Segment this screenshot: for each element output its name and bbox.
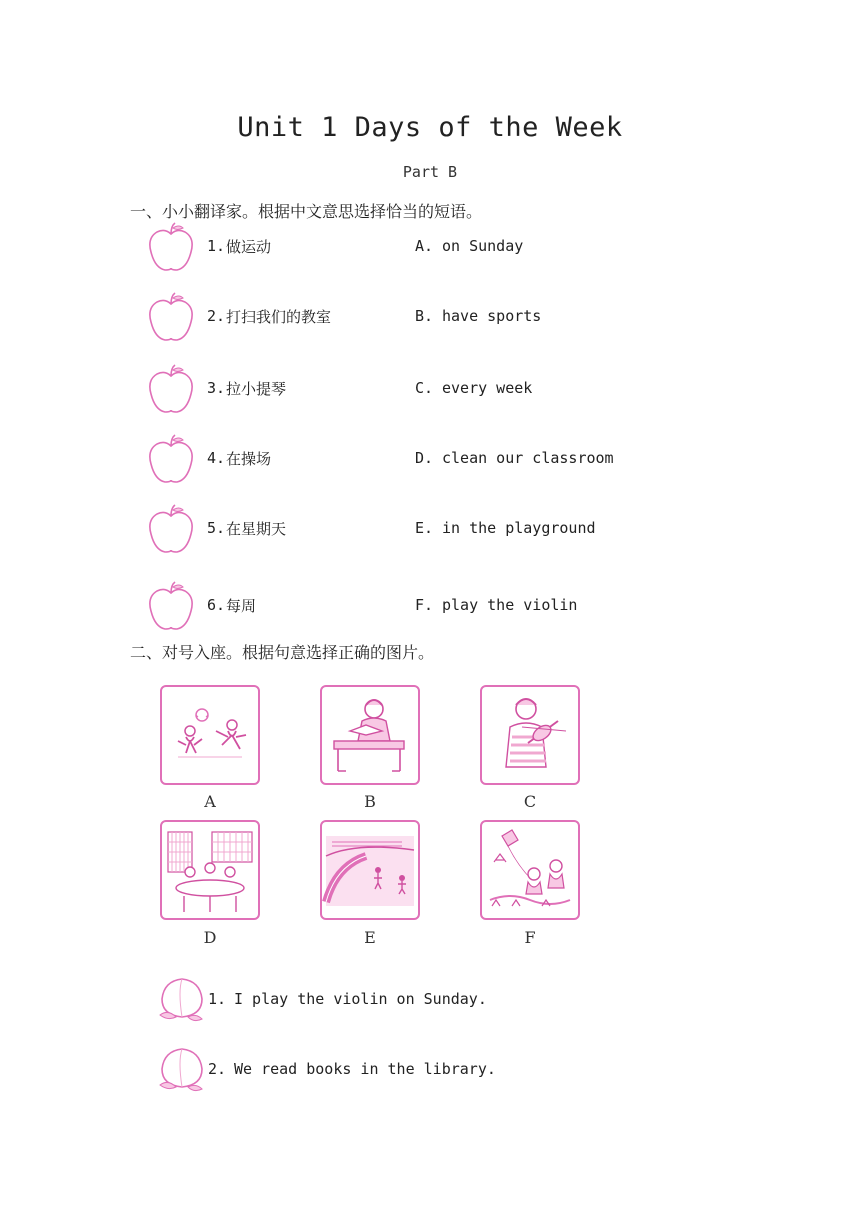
kids-flying-kite-icon (482, 822, 578, 918)
chinese-phrase: 做运动 (226, 238, 272, 256)
english-phrase: play the violin (442, 596, 578, 614)
answer-peach-icon[interactable] (156, 1045, 208, 1093)
chinese-phrase: 拉小提琴 (226, 380, 287, 398)
chinese-item-number: 3. (207, 379, 226, 397)
picture-d-label: D (203, 928, 217, 947)
chinese-phrase: 在操场 (226, 450, 272, 468)
answer-apple-icon[interactable] (147, 581, 195, 631)
option-letter: B. (415, 307, 434, 325)
chinese-item-number: 5. (207, 519, 226, 537)
answer-apple-icon[interactable] (147, 364, 195, 414)
picture-a (160, 685, 260, 785)
chinese-item-number: 6. (207, 596, 226, 614)
section1-heading: 一、小小翻译家。根据中文意思选择恰当的短语。 (130, 202, 483, 221)
english-phrase: in the playground (442, 519, 596, 537)
sentence-number: 2. (208, 1060, 227, 1078)
sentence-text: We read books in the library. (234, 1060, 496, 1078)
picture-f (480, 820, 580, 920)
chinese-item-number: 4. (207, 449, 226, 467)
playground-track-icon (322, 822, 418, 918)
boy-reading-at-desk-icon (322, 687, 418, 783)
answer-peach-icon[interactable] (156, 975, 208, 1023)
page-subtitle: Part B (402, 163, 458, 181)
chinese-phrase: 在星期天 (226, 520, 287, 538)
option-letter: E. (415, 519, 434, 537)
chinese-phrase: 打扫我们的教室 (226, 308, 332, 326)
sentence-text: I play the violin on Sunday. (234, 990, 487, 1008)
english-phrase: every week (442, 379, 533, 397)
chinese-phrase: 每周 (226, 597, 257, 615)
page-title: Unit 1 Days of the Week (237, 112, 623, 143)
answer-apple-icon[interactable] (147, 222, 195, 272)
picture-b-label: B (364, 792, 376, 811)
picture-b (320, 685, 420, 785)
picture-c (480, 685, 580, 785)
option-letter: D. (415, 449, 434, 467)
picture-e (320, 820, 420, 920)
section2-heading: 二、对号入座。根据句意选择正确的图片。 (130, 643, 435, 662)
picture-d (160, 820, 260, 920)
english-phrase: clean our classroom (442, 449, 614, 467)
picture-a-label: A (204, 792, 216, 811)
english-phrase: on Sunday (442, 237, 524, 255)
kids-playing-football-icon (162, 687, 258, 783)
picture-f-label: F (524, 928, 536, 947)
english-phrase: have sports (442, 307, 542, 325)
library-reading-icon (162, 822, 258, 918)
chinese-item-number: 2. (207, 307, 226, 325)
answer-apple-icon[interactable] (147, 292, 195, 342)
chinese-item-number: 1. (207, 237, 226, 255)
option-letter: F. (415, 596, 434, 614)
picture-c-label: C (523, 792, 537, 811)
answer-apple-icon[interactable] (147, 504, 195, 554)
option-letter: C. (415, 379, 434, 397)
boy-playing-violin-icon (482, 687, 578, 783)
sentence-number: 1. (208, 990, 227, 1008)
answer-apple-icon[interactable] (147, 434, 195, 484)
option-letter: A. (415, 237, 434, 255)
picture-e-label: E (364, 928, 376, 947)
